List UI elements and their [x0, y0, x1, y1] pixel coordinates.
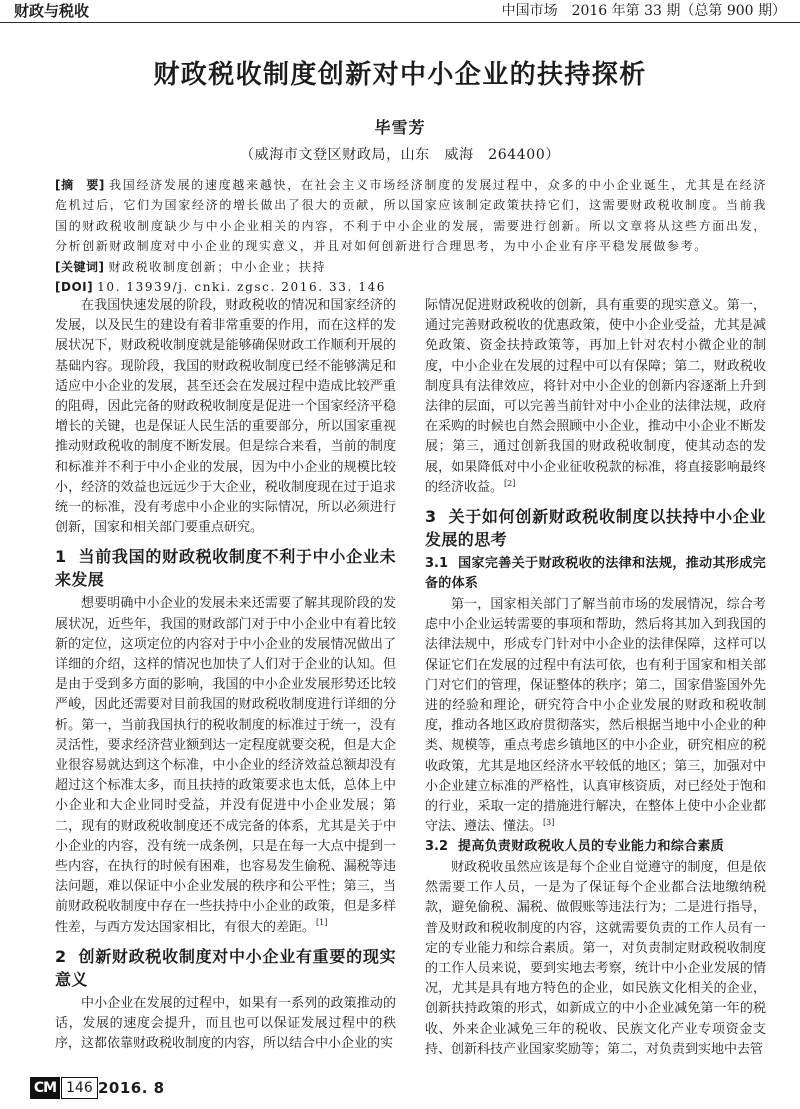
section-title: 创新财政税收制度对中小企业有重要的现实意义 [55, 946, 396, 989]
citation-ref: [2] [504, 478, 516, 488]
paragraph-text: 财政税收虽然应该是每个企业自觉遵守的制度，但是依然需要工作人员，一是为了保证每个企业都合法地缴纳税款，避免偷税、漏税、做假账等违法行为；二是进行指导，普及财政和税收制度的内容，这就需要负责的工作人员有一定的专业能力和综合素质。第一，对负责制定财政税收制度的工作人员来说，要到实地去考察，统计中小企业发展的情况，尤其是具有地方特色的企业，如民族文化相关的企业，创新扶持政策的形式，如新成立的中小企业减免第一年的税收、外来企业减免三年的税收、民族文化产业专项资金支持、创新科技产业国家奖励等；第二，对负责到实地中去管 [425, 859, 766, 1057]
body-paragraph [425, 858, 766, 1060]
doi [55, 277, 767, 297]
section-heading [55, 945, 396, 991]
intro-text: 在我国快速发展的阶段，财政税收的情况和国家经济的发展，以及民生的建设有着非常重要的作用，而在这样的发展状况下，财政税收制度就是能够确保财政工作顺利开展的基础内容。现阶段，我国的财政税收制度已经不能够满足和适应中小企业的发展，甚至还会在发展过程中造成比较严重的阻碍，因此完备的财政税收制度是促进一个国家经济平稳增长的关键，也是保证人民生活的重要部分，所以国家重视推动财政税收的制度不断发展。但是综合来看，当前的制度和标准并不利于中小企业的发展，因为中小企业的规模比较小，经济的效益也远远少于大企业，税收制度现在过于追求统一的标准，没有考虑中小企业的实际情况，所以必须进行创新，国家和相关部门要重点研究。 [55, 298, 396, 536]
paragraph-text: 中小企业在发展的过程中，如果有一系列的政策推动的话，发展的速度会提升，而且也可以保证发展过程中的秩序，这都依靠财政税收制度的内容，所以结合中小企业的实 [55, 995, 396, 1052]
body-paragraph [55, 296, 396, 538]
citation-ref: [1] [316, 918, 328, 928]
body-paragraph [55, 594, 396, 937]
section-title: 当前我国的财政税收制度不利于中小企业未来发展 [55, 547, 396, 590]
abstract [55, 175, 767, 257]
body-paragraph [55, 994, 396, 1055]
author-affiliation: （威海市文登区财政局，山东 威海 264400） [240, 147, 560, 163]
journal-logo: CM [30, 1077, 60, 1099]
section-number: 1 [55, 547, 67, 567]
page-number: 146 [61, 1077, 98, 1099]
paper-title: 财政税收制度创新对中小企业的扶持探析 [153, 60, 647, 90]
paper-author: 毕雪芳 [374, 118, 426, 137]
citation-ref: [3] [543, 817, 555, 827]
right-column [425, 296, 766, 1060]
body-paragraph [425, 595, 766, 837]
subsection-heading [425, 837, 766, 857]
subsection-title: 提高负责财政税收人员的专业能力和综合素质 [458, 839, 725, 855]
subsection-title: 国家完善关于财政税收的法律和法规，推动其形成完备的体系 [425, 556, 766, 591]
keywords-label: [关键词] [55, 259, 105, 274]
doi-label: [DOI] [55, 280, 94, 295]
paragraph-text: 第一，国家相关部门了解当前市场的发展情况，综合考虑中小企业运转需要的事项和帮助，然后将其加入到我国的法律法规中，形成专门针对中小企业的法律保障，这样可以保证它们在发展的过程中有法可依，也有利于国家和相关部门对它们的管理，保证整体的秩序；第二，国家借鉴国外先进的经验和理论，研究符合中小企业发展的财政和税收制度，推动各地区政府贯彻落实，然后根据当地中小企业的种类、规模等，重点考虑乡镇地区的中小企业，研究相应的税收政策，尤其是地区经济水平较低的地区；第三，加强对中小企业建立标准的严格性，认真审核资质，对已经处于饱和的行业，采取一定的措施进行解决，在整体上使中小企业都守法、遵法、懂法。 [425, 597, 766, 835]
keywords [55, 257, 767, 277]
paragraph-text: 想要明确中小企业的发展未来还需要了解其现阶段的发展状况，近些年，我国的财政部门对于中小企业中有着比较新的定位，这项定位的内容对于中小企业的发展情况做出了详细的介绍，这样的情况也加快了人们对于企业的认知。但是由于受到多方面的影响，我国的中小企业发展形势还比较严峻，因此还需要对目前我国的财政税收制度进行详细的分析。第一，当前我国执行的税收制度的标准过于统一，没有灵活性，要求经济营业额到达一定程度就要交税，但是大企业很容易就达到这个标准，中小企业的经济效益总额却没有超过这个标准太多，而且扶持的政策要求也太低，总体上中小企业和大企业同时受益，并没有促进中小企业发展；第二，现有的财政税收制度还不成完备的体系，尤其是关于中小企业的内容，没有统一成条例，只是在每一大点中提到一些内容，在执行的时候有困难，也容易发生偷税、漏税等违法问题，难以保证中小企业发展的秩序和公平性；第三，当前财政税收制度中存在一些扶持中小企业的政策，但是多样性差，与西方发达国家相比，有很大的差距。 [55, 596, 396, 935]
abstract-label: [摘 要] [55, 178, 105, 192]
left-column [55, 296, 396, 1055]
subsection-number: 3.1 [425, 556, 449, 572]
abstract-text: 我国经济发展的速度越来越快，在社会主义市场经济制度的发展过程中，众多的中小企业诞生，尤其是在经济危机过后，它们为国家经济的增长做出了很大的贡献，所以国家应该制定政策扶持它们，这需要财政税收制度。当前我国的财政税收制度缺少与中小企业相关的内容，不利于中小企业的发展，需要进行创新。所以文章将从这些方面出发，分析创新财政制度对中小企业的现实意义，并且对如何创新进行合理思考，为中小企业有序平稳发展做参考。 [55, 178, 767, 254]
subsection-number: 3.2 [425, 839, 449, 855]
running-header [0, 0, 800, 23]
keywords-text: 财政税收制度创新；中小企业；扶持 [108, 259, 327, 274]
header-journal-issue: 中国市场 2016 年第 33 期（总第 900 期） [501, 3, 786, 19]
section-heading [55, 545, 396, 591]
section-heading [425, 505, 766, 551]
section-title: 关于如何创新财政税收制度以扶持中小企业发展的思考 [425, 507, 766, 550]
body-paragraph-continued [425, 296, 766, 498]
header-section-name: 财政与税收 [14, 2, 90, 20]
doi-text: 10. 13939/j. cnki. zgsc. 2016. 33. 146 [97, 280, 387, 295]
section-number: 2 [55, 946, 67, 966]
section-number: 3 [425, 507, 437, 527]
abstract-block [55, 175, 767, 297]
paragraph-text: 际情况促进财政税收的创新，具有重要的现实意义。第一，通过完善财政税收的优惠政策，使中小企业受益，尤其是减免政策、资金扶持政策等，再加上针对农村小微企业的制度，中小企业在发展的过程中可以有保障；第二，财政税收制度具有法律效应，将针对中小企业的创新内容逐渐上升到法律的层面，可以完善当前针对中小企业的法律法规，政府在采购的时候也自然会照顾中小企业，推动中小企业不断发展；第三，通过创新我国的财政税收制度，使其动态的发展，如果降低对中小企业征收税款的标准，将直接影响最终的经济收益。 [425, 298, 766, 495]
subsection-heading [425, 554, 766, 593]
issue-date: 2016. 8 [98, 1079, 165, 1097]
